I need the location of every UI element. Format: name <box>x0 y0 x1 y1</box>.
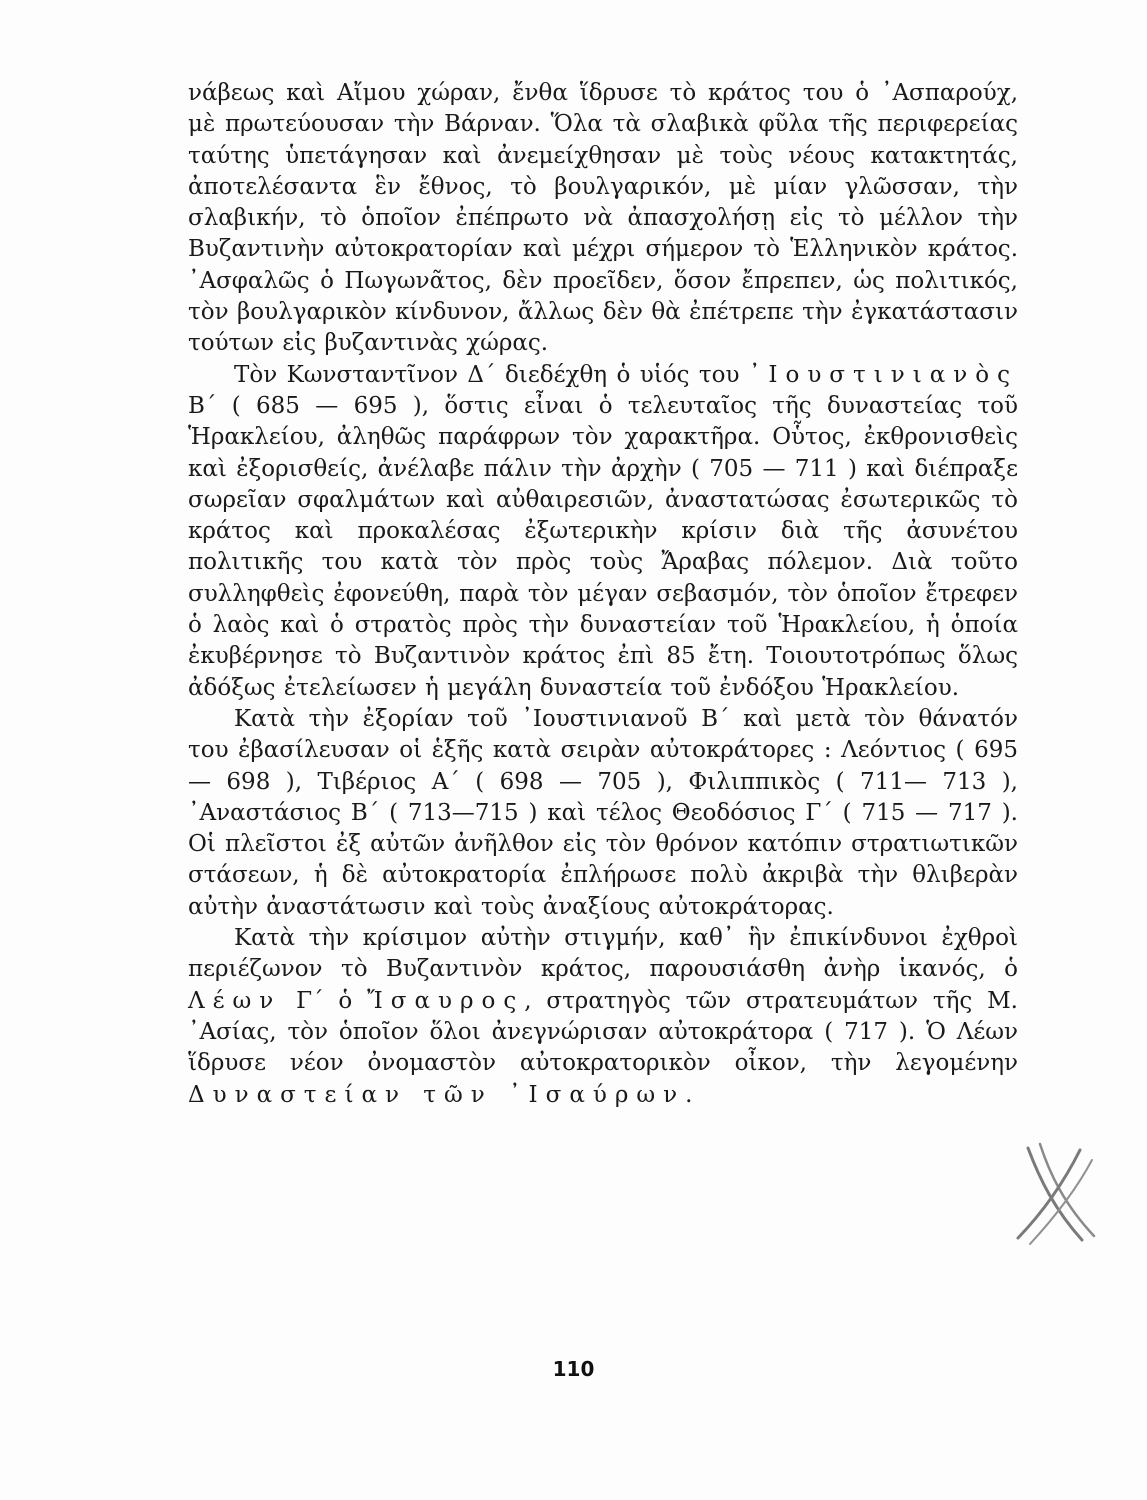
paragraph-4-text-d: . <box>685 1081 693 1108</box>
emphasized-name-leon: Λέων <box>188 987 282 1014</box>
emphasized-dynasty-name: Δυναστείαν τῶν ᾿Ισαύρων <box>188 1081 686 1108</box>
emphasized-name-justinian: ᾿Ιουστινιανὸς <box>748 361 1018 388</box>
emphasized-name-isauros: Ἴσαυρος <box>367 987 525 1014</box>
paragraph-2-text-a: Τὸν Κωνσταντῖνον Δ΄ διεδέχθη ὁ υἱός του <box>234 361 749 388</box>
paragraph-4 <box>188 923 1018 1111</box>
paragraph-4-text-c: , στρατηγὸς τῶν στρατευμάτων τῆς Μ. ᾿Ασίας, τὸν ὁποῖον ὅλοι ἀνεγνώρισαν αὐτοκράτορα ( 717 ). Ὁ Λέων ἵδρυσε νέον ὀνομαστὸν αὐτοκρατορικὸν οἶκον, τὴν λεγομένην <box>188 987 1018 1077</box>
paragraph-4-text-a: Κατὰ τὴν κρίσιμον αὐτὴν στιγμήν, καθ᾿ ἣν ἐπικίνδυνοι ἐχθροὶ περιέζωνον τὸ Βυζαντινὸν κράτος, παρουσιάσθη ἀνὴρ ἱκανός, ὁ <box>188 925 1018 983</box>
page-number: 110 <box>552 1357 595 1381</box>
paragraph-2 <box>188 360 1018 704</box>
body-text <box>188 78 1018 1111</box>
paragraph-1 <box>188 78 1018 360</box>
pencil-cross-mark <box>1010 1140 1100 1250</box>
paragraph-2-text-b: Β΄ ( 685 — 695 ), ὅστις εἶναι ὁ τελευταῖος τῆς δυναστείας τοῦ Ἡρακλείου, ἀληθῶς παράφρων τὸν χαρακτῆρα. Οὗτος, ἐκθρονισθεὶς καὶ ἐξορισθείς, ἀνέλαβε πάλιν τὴν ἀρχὴν ( 705 — 711 ) καὶ διέπραξε σωρεῖαν σφαλμάτων καὶ αὐθαιρεσιῶν, ἀναστατώσας ἐσωτερικῶς τὸ κράτος καὶ προκαλέσας ἐξωτερικὴν κρίσιν διὰ τῆς ἀσυνέτου πολιτικῆς του κατὰ τὸν πρὸς τοὺς Ἄραβας πόλεμον. Διὰ τοῦτο συλληφθεὶς ἐφονεύθη, παρὰ τὸν μέγαν σεβασμόν, τὸν ὁποῖον ἔτρεφεν ὁ λαὸς καὶ ὁ στρατὸς πρὸς τὴν δυναστείαν τοῦ Ἡρακλείου, ἡ ὁποία ἐκυβέρνησε τὸ Βυζαντινὸν κράτος ἐπὶ 85 ἔτη. Τοιουτοτρόπως ὅλως ἀδόξως ἐτελείωσεν ἡ μεγάλη δυναστεία τοῦ ἐνδόξου Ἡρακλείου. <box>188 392 1018 701</box>
paragraph-3 <box>188 704 1018 923</box>
paragraph-4-text-b: Γ΄ ὁ <box>281 987 368 1014</box>
paragraph-3-text: Κατὰ τὴν ἐξορίαν τοῦ ᾿Ιουστινιανοῦ Β΄ καὶ μετὰ τὸν θάνατόν του ἐβασίλευσαν οἱ ἑξῆς κατὰ σειρὰν αὐτοκράτορες : Λεόντιος ( 695 — 698 ), Τιβέριος Α΄ ( 698 — 705 ), Φιλιππικὸς ( 711— 713 ), ᾿Αναστάσιος Β΄ ( 713—715 ) καὶ τέλος Θεοδόσιος Γ΄ ( 715 — 717 ). Οἱ πλεῖστοι ἐξ αὐτῶν ἀνῆλθον εἰς τὸν θρόνον κατόπιν στρατιωτικῶν στάσεων, ἡ δὲ αὐτοκρατορία ἐπλήρωσε πολὺ ἀκριβὰ τὴν θλιβερὰν αὐτὴν ἀναστάτωσιν καὶ τοὺς ἀναξίους αὐτοκράτορας. <box>188 705 1018 920</box>
paragraph-1-text: νάβεως καὶ Αἴμου χώραν, ἔνθα ἵδρυσε τὸ κράτος του ὁ ᾿Ασπαρούχ, μὲ πρωτεύουσαν τὴν Βάρναν. Ὅλα τὰ σλαβικὰ φῦλα τῆς περιφερείας ταύτης ὑπετάγησαν καὶ ἀνεμείχθησαν μὲ τοὺς νέους κατακτητάς, ἀποτελέσαντα ἓν ἔθνος, τὸ βουλγαρικόν, μὲ μίαν γλῶσσαν, τὴν σλαβικήν, τὸ ὁποῖον ἐπέπρωτο νὰ ἀπασχολήσῃ εἰς τὸ μέλλον τὴν Βυζαντινὴν αὐτοκρατορίαν καὶ μέχρι σήμερον τὸ Ἑλληνικὸν κράτος. ᾿Ασφαλῶς ὁ Πωγωνᾶτος, δὲν προεῖδεν, ὅσον ἔπρεπεν, ὡς πολιτικός, τὸν βουλγαρικὸν κίνδυνον, ἄλλως δὲν θὰ ἐπέτρεπε τὴν ἐγκατάστασιν τούτων εἰς βυζαντινὰς χώρας. <box>188 80 1018 357</box>
